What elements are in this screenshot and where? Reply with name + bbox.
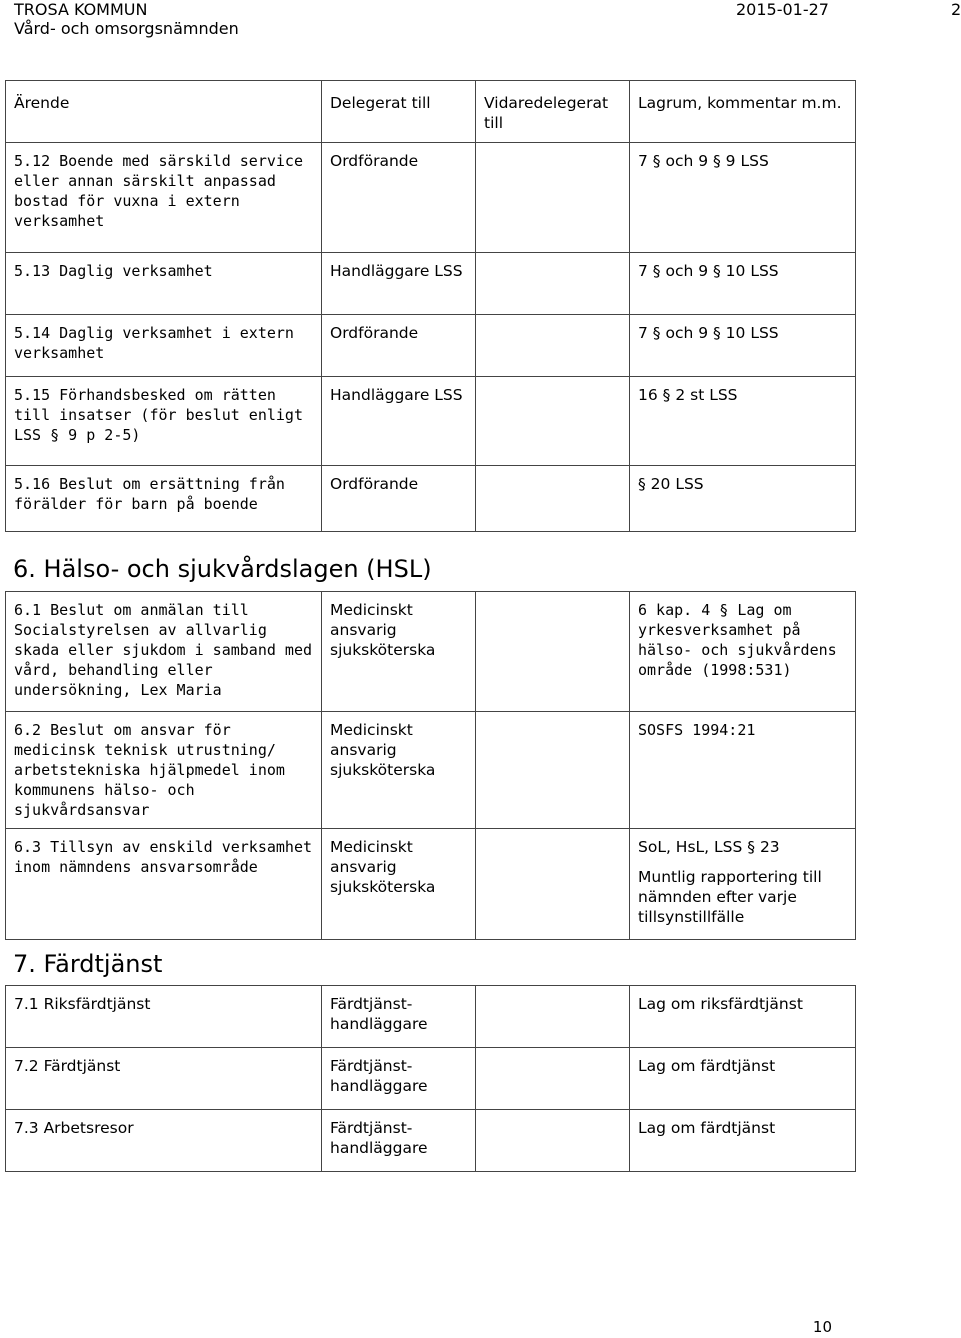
column-header: Ärende	[6, 81, 322, 143]
table-row	[6, 466, 856, 532]
table-cell: Ordförande	[322, 315, 476, 377]
cell-note: Muntlig rapportering till nämnden efter varje tillsynstillfälle	[638, 868, 822, 926]
table-cell: Ordförande	[322, 466, 476, 532]
table-row	[6, 712, 856, 829]
table-cell: 6 kap. 4 § Lag om yrkesverksamhet på hälso- och sjukvårdens område (1998:531)	[630, 592, 856, 712]
table-cell: Färdtjänst-handläggare	[322, 1048, 476, 1110]
table-cell: 5.14 Daglig verksamhet i extern verksamhet	[6, 315, 322, 377]
table-cell: 5.15 Förhandsbesked om rätten till insatser (för beslut enligt LSS § 9 p 2-5)	[6, 377, 322, 466]
cell-line: SoL, HsL, LSS § 23	[638, 838, 780, 856]
table-cell: 5.12 Boende med särskild service eller annan särskilt anpassad bostad för vuxna i extern verksamhet	[6, 143, 322, 253]
column-header: Delegerat till	[322, 81, 476, 143]
table-cell: 7 § och 9 § 10 LSS	[630, 253, 856, 315]
table-cell: 6.1 Beslut om anmälan till Socialstyrelsen av allvarlig skada eller sjukdom i samband med vård, behandling eller undersökning, Lex Maria	[6, 592, 322, 712]
table-cell: Lag om riksfärdtjänst	[630, 986, 856, 1048]
page-number: 10	[812, 1318, 832, 1336]
table-cell: Lag om färdtjänst	[630, 1110, 856, 1172]
table-cell: 6.3 Tillsyn av enskild verksamhet inom nämndens ansvarsområde	[6, 829, 322, 940]
table-cell: § 20 LSS	[630, 466, 856, 532]
table-cell	[476, 712, 630, 829]
table-cell: 7 § och 9 § 9 LSS	[630, 143, 856, 253]
table-cell: Handläggare LSS	[322, 377, 476, 466]
table-cell	[476, 377, 630, 466]
table-cell	[476, 1048, 630, 1110]
table-cell	[476, 315, 630, 377]
delegation-table-hsl	[5, 591, 856, 940]
table-row	[6, 1048, 856, 1110]
table-cell	[476, 592, 630, 712]
table-cell	[476, 986, 630, 1048]
table-cell: 5.13 Daglig verksamhet	[6, 253, 322, 315]
header-department: Vård- och omsorgsnämnden	[14, 19, 239, 38]
column-header: Lagrum, kommentar m.m.	[630, 81, 856, 143]
table-cell	[630, 829, 856, 940]
header-organization: TROSA KOMMUN	[14, 0, 148, 19]
table-row	[6, 377, 856, 466]
section-heading-hsl: 6. Hälso- och sjukvårdslagen (HSL)	[13, 555, 432, 583]
table-cell: 7.1 Riksfärdtjänst	[6, 986, 322, 1048]
table-cell: 5.16 Beslut om ersättning från förälder för barn på boende	[6, 466, 322, 532]
table-row	[6, 253, 856, 315]
table-cell: SOSFS 1994:21	[630, 712, 856, 829]
table-row	[6, 143, 856, 253]
table-cell	[476, 829, 630, 940]
table-cell: Färdtjänst-handläggare	[322, 1110, 476, 1172]
table-cell: Medicinskt ansvarig sjuksköterska	[322, 712, 476, 829]
table-cell: 7.3 Arbetsresor	[6, 1110, 322, 1172]
header-page-fragment: 2	[951, 0, 961, 19]
section-heading-fardtjanst: 7. Färdtjänst	[13, 950, 163, 978]
table-cell: Medicinskt ansvarig sjuksköterska	[322, 592, 476, 712]
table-cell	[476, 1110, 630, 1172]
table-cell: Färdtjänst-handläggare	[322, 986, 476, 1048]
table-cell	[476, 143, 630, 253]
table-header-row	[6, 81, 856, 143]
delegation-table-fardtjanst	[5, 985, 856, 1172]
column-header: Vidaredelegerat till	[476, 81, 630, 143]
delegation-table-lss	[5, 80, 856, 532]
table-row	[6, 592, 856, 712]
table-cell: Medicinskt ansvarig sjuksköterska	[322, 829, 476, 940]
table-cell: Handläggare LSS	[322, 253, 476, 315]
table-cell: 6.2 Beslut om ansvar för medicinsk teknisk utrustning/ arbetstekniska hjälpmedel inom kommunens hälso- och sjukvårdsansvar	[6, 712, 322, 829]
table-cell	[476, 253, 630, 315]
table-row	[6, 986, 856, 1048]
table-cell: 16 § 2 st LSS	[630, 377, 856, 466]
table-cell	[476, 466, 630, 532]
table-cell: 7 § och 9 § 10 LSS	[630, 315, 856, 377]
table-cell: Ordförande	[322, 143, 476, 253]
table-row	[6, 1110, 856, 1172]
table-row	[6, 829, 856, 940]
table-cell: 7.2 Färdtjänst	[6, 1048, 322, 1110]
table-row	[6, 315, 856, 377]
header-date: 2015-01-27	[736, 0, 829, 19]
table-cell: Lag om färdtjänst	[630, 1048, 856, 1110]
